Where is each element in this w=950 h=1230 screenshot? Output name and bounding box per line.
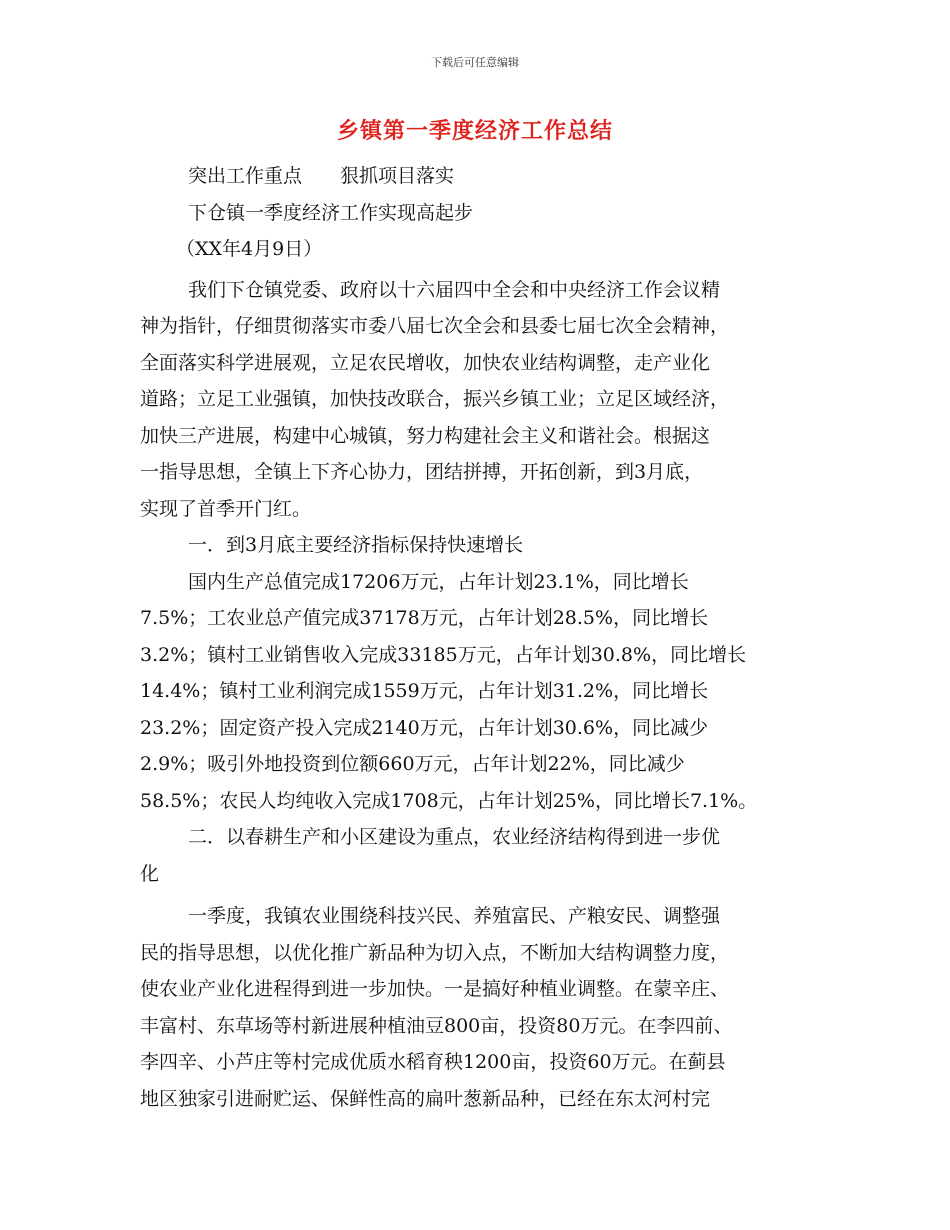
paragraph-line: 道路；立足工业强镇，加快技改联合，振兴乡镇工业；立足区域经济， — [140, 388, 730, 410]
paragraph-line: 丰富村、东草场等村新进展种植油豆800亩，投资80万元。在李四前、 — [140, 1014, 733, 1037]
paragraph-line: 23.2%；固定资产投入完成2140万元，占年计划30.6%，同比减少 — [140, 716, 709, 739]
paragraph-line: 民的指导思想，以优化推广新品种为切入点，不断加大结构调整力度， — [140, 941, 730, 964]
header-note: 下载后可任意编辑 — [431, 56, 519, 69]
paragraph-line: 14.4%；镇村工业利润完成1559万元，占年计划31.2%，同比增长 — [140, 680, 709, 702]
paragraph-line: 使农业产业化进程得到进一步加快。一是搞好种植业调整。在蒙辛庄、 — [140, 978, 730, 1000]
paragraph-line: 全面落实科学进展观，立足农民增收，加快农业结构调整，走产业化 — [140, 351, 711, 374]
document-title: 乡镇第一季度经济工作总结 — [336, 119, 613, 144]
paragraph-line: 我们下仓镇党委、政府以十六届四中全会和中央经济工作会议精 — [188, 278, 721, 301]
section-2-heading: 二．以春耕生产和小区建设为重点，农业经济结构得到进一步优 — [188, 826, 721, 848]
paragraph-line: 58.5%；农民人均纯收入完成1708元，占年计划25%，同比增长7.1%。 — [140, 789, 758, 812]
paragraph-line: 3.2%；镇村工业销售收入完成33185万元，占年计划30.8%，同比增长 — [140, 643, 747, 666]
paragraph-line: 2.9%；吸引外地投资到位额660万元，占年计划22%，同比减少 — [140, 753, 685, 775]
paragraph-line: 神为指针，仔细贯彻落实市委八届七次全会和县委七届七次全会精神， — [140, 315, 730, 337]
paragraph-line: 一季度，我镇农业围绕科技兴民、养殖富民、产粮安民、调整强 — [188, 905, 721, 927]
section-2-heading-cont: 化 — [140, 862, 160, 885]
subtitle-line — [140, 158, 808, 195]
document-body — [140, 158, 808, 1117]
paragraph-line: 加快三产进展，构建中心城镇，努力构建社会主义和谐社会。根据这 — [140, 424, 711, 447]
paragraph-line: 7.5%；工农业总产值完成37178万元，占年计划28.5%，同比增长 — [140, 607, 709, 629]
paragraph-line: 一指导思想，全镇上下齐心协力，团结拼搏，开拓创新，到3月底， — [140, 461, 704, 483]
paragraph-line: 实现了首季开门红。 — [140, 497, 312, 520]
subtitle-part-2: 狠抓项目落实 — [340, 165, 455, 187]
subtitle-part-1: 突出工作重点 — [188, 165, 303, 187]
subtitle-2: 下仓镇一季度经济工作实现高起步 — [188, 201, 474, 224]
paragraph-line: 地区独家引进耐贮运、保鲜性高的扁叶葱新品种，已经在东太河村完 — [140, 1087, 711, 1110]
section-1-heading: 一．到3月底主要经济指标保持快速增长 — [188, 534, 524, 556]
document-date: （XX年4月9日） — [176, 238, 323, 260]
paragraph-line: 李四辛、小芦庄等村完成优质水稻育秧1200亩，投资60万元。在蓟县 — [140, 1051, 726, 1073]
paragraph-line: 国内生产总值完成17206万元，占年计划23.1%，同比增长 — [188, 570, 689, 593]
